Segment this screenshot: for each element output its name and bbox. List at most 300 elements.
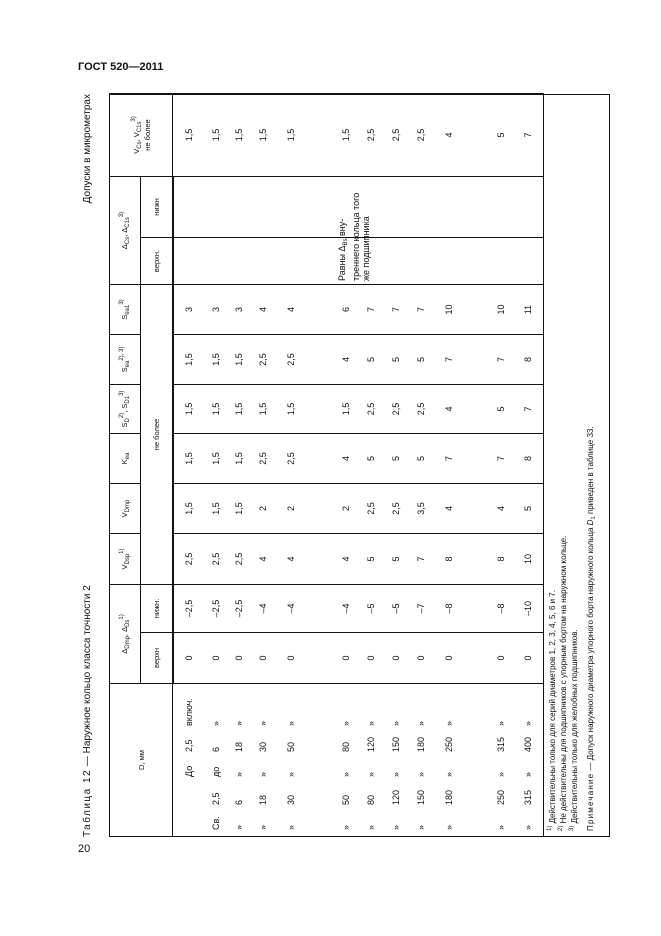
delta-c-upper-cell — [173, 238, 205, 285]
value-cell: 7 — [489, 335, 513, 385]
diameter-part: » — [415, 720, 426, 726]
value-cell: 1,5 — [173, 434, 205, 484]
hp: D1 — [125, 395, 131, 404]
value-cell: 11 — [513, 285, 544, 335]
empty-cell — [464, 177, 489, 238]
value-cell: 1,5 — [173, 335, 205, 385]
delta-c-upper-cell — [408, 238, 434, 285]
delta-c-upper-cell — [227, 238, 251, 285]
value-cell: 5 — [408, 434, 434, 484]
empty-cell — [464, 434, 489, 484]
hp: , Δ — [120, 227, 129, 237]
diameter-part: 120 — [390, 789, 401, 805]
hp: , Δ — [120, 626, 129, 637]
value-cell: 5 — [384, 335, 408, 385]
value-cell: 2 — [275, 484, 307, 534]
vcs-cell: 1,5 — [205, 94, 227, 177]
value-cell: 10 — [513, 534, 544, 585]
diameter-part: 400 — [522, 736, 533, 752]
hp: C1s — [125, 217, 131, 228]
table-row — [275, 94, 307, 837]
vcs-cell: 1,5 — [251, 94, 275, 177]
value-cell: –8 — [434, 585, 464, 633]
value-cell: 1,5 — [205, 434, 227, 484]
hp: Cs — [125, 236, 131, 245]
value-cell: 0 — [513, 633, 544, 684]
hp: Dmp — [124, 499, 131, 513]
diameter-part: » — [443, 720, 454, 726]
hp: 3) — [119, 390, 125, 396]
value-cell: –2,5 — [205, 585, 227, 633]
note-part: Равны — [337, 251, 347, 281]
diameter-part: » — [365, 720, 376, 726]
value-cell: 1,5 — [227, 385, 251, 434]
table-caption — [82, 585, 93, 837]
value-cell: 1,5 — [227, 335, 251, 385]
diameter-part: 250 — [495, 789, 506, 805]
value-cell: –4 — [251, 585, 275, 633]
value-cell: 5 — [489, 385, 513, 434]
value-cell: 7 — [408, 285, 434, 335]
diameter-cell — [513, 684, 544, 837]
footnote-text: Действительны только для желобных подшипников. — [570, 629, 580, 826]
value-cell: 3 — [173, 285, 205, 335]
diameter-part: 80 — [365, 794, 376, 805]
table-caption-label: Таблица 12 — [82, 768, 93, 837]
footnote-mark: 1) — [547, 825, 553, 831]
empty-cell — [464, 633, 489, 684]
note-part: вну- — [337, 218, 347, 239]
value-cell: 0 — [227, 633, 251, 684]
diameter-cell — [334, 684, 358, 837]
diameter-part: 50 — [340, 794, 351, 805]
value-cell: 5 — [384, 434, 408, 484]
delta-c-upper-cell — [513, 238, 544, 285]
vcs-cell: 2,5 — [408, 94, 434, 177]
value-cell: 4 — [251, 534, 275, 585]
units-note: Допуски в микрометрах — [82, 94, 93, 204]
value-cell: 5 — [358, 434, 384, 484]
diameter-part: » — [522, 771, 533, 777]
value-cell: 1,5 — [173, 385, 205, 434]
hp: Δ — [120, 244, 129, 250]
value-cell: 3 — [205, 285, 227, 335]
diameter-part: » — [390, 771, 401, 777]
value-cell: 1,5 — [205, 484, 227, 534]
diameter-part: До — [183, 765, 194, 777]
value-cell: 8 — [489, 534, 513, 585]
value-cell: 0 — [434, 633, 464, 684]
note-part: же подшипника — [361, 216, 371, 281]
empty-cell — [307, 633, 334, 684]
table-row — [513, 94, 544, 837]
table-row — [384, 94, 408, 837]
value-cell: –5 — [384, 585, 408, 633]
header-upper-c: верхн. — [141, 238, 173, 285]
value-cell: –5 — [358, 585, 384, 633]
hp: 3) — [130, 116, 137, 122]
delta-c-upper-cell — [384, 238, 408, 285]
footnote-text: Действительны только для серий диаметров 1, 2, 3, 4, 5, 6 и 7. — [548, 590, 557, 826]
header-lower: нижн. — [141, 585, 173, 633]
empty-cell — [307, 238, 334, 285]
value-cell: 4 — [434, 385, 464, 434]
value-cell: 7 — [489, 434, 513, 484]
delta-c-lower-cell — [489, 177, 513, 238]
value-cell: 5 — [384, 534, 408, 585]
table-row — [434, 94, 464, 837]
value-cell: 4 — [275, 534, 307, 585]
value-cell: 1,5 — [205, 335, 227, 385]
diameter-cell — [384, 684, 408, 837]
hp: D — [125, 418, 131, 423]
diameter-part: Св. — [210, 816, 221, 830]
diameter-part: 150 — [390, 736, 401, 752]
empty-cell — [307, 484, 334, 534]
value-cell: 8 — [513, 434, 544, 484]
empty-cell — [464, 285, 489, 335]
empty-cell — [307, 385, 334, 434]
delta-c-lower-cell — [434, 177, 464, 238]
value-cell: 0 — [251, 633, 275, 684]
note-part: треннего кольца того — [351, 192, 361, 281]
diameter-part: 50 — [285, 741, 296, 752]
delta-c-upper-cell — [489, 238, 513, 285]
hp: не более — [142, 119, 152, 151]
vcs-cell: 5 — [489, 94, 513, 177]
diameter-part: до — [210, 766, 221, 777]
hp: S — [120, 367, 129, 373]
header-d — [110, 684, 173, 837]
diameter-part: » — [415, 824, 426, 830]
footnotes — [546, 426, 598, 831]
vcs-cell: 2,5 — [358, 94, 384, 177]
hp: Cs — [136, 141, 143, 149]
note-part: Δ — [337, 245, 347, 252]
value-cell: 2,5 — [275, 434, 307, 484]
diameter-part: » — [365, 824, 376, 830]
hp: Dsp — [125, 553, 131, 565]
empty-cell — [464, 534, 489, 585]
header-kea — [110, 434, 141, 484]
standard-code: ГОСТ 520—2011 — [78, 61, 164, 73]
diameter-part: 80 — [340, 741, 351, 752]
delta-c-upper-cell — [434, 238, 464, 285]
value-cell: 1,5 — [227, 484, 251, 534]
footnote-mark: 3) — [569, 825, 576, 831]
empty-cell — [307, 177, 334, 238]
diameter-part: 18 — [257, 794, 268, 805]
header-vdmp — [110, 484, 141, 534]
delta-c-upper-cell — [205, 238, 227, 285]
value-cell: 2,5 — [251, 335, 275, 385]
value-cell: 2 — [251, 484, 275, 534]
empty-cell — [307, 285, 334, 335]
hp: 3) — [119, 299, 125, 305]
value-cell: 8 — [513, 335, 544, 385]
value-cell: 4 — [334, 534, 358, 585]
table-caption-text: — Наружное кольцо класса точности 2 — [82, 585, 93, 769]
header-d-label: D, мм — [136, 750, 146, 770]
diameter-part: » — [210, 720, 221, 726]
header-vcs — [110, 94, 173, 177]
header-upper: верхн — [141, 633, 173, 684]
diameter-part: » — [257, 824, 268, 830]
diameter-part: » — [390, 720, 401, 726]
empty-cell — [464, 94, 489, 177]
hp: Ds — [125, 619, 131, 627]
value-cell: 3,5 — [408, 484, 434, 534]
diameter-part: » — [340, 771, 351, 777]
value-cell: 0 — [384, 633, 408, 684]
hp: ea1 — [125, 304, 131, 315]
value-cell: 4 — [275, 285, 307, 335]
diameter-part: 120 — [365, 736, 376, 752]
value-cell: 2,5 — [251, 434, 275, 484]
rotated-table-area — [82, 94, 610, 837]
empty-cell — [464, 385, 489, 434]
header-delta-c — [110, 177, 141, 285]
value-cell: 5 — [513, 484, 544, 534]
value-cell: 3 — [227, 285, 251, 335]
delta-c-lower-cell — [251, 177, 275, 238]
hp: 3) — [119, 211, 125, 218]
tolerance-table — [109, 93, 544, 837]
value-cell: 0 — [205, 633, 227, 684]
diameter-part: 250 — [443, 736, 454, 752]
empty-cell — [464, 335, 489, 385]
value-cell: 2,5 — [408, 385, 434, 434]
diameter-part: » — [415, 771, 426, 777]
diameter-part: » — [285, 771, 296, 777]
empty-cell — [307, 534, 334, 585]
table-row — [227, 94, 251, 837]
value-cell: 1,5 — [205, 385, 227, 434]
diameter-part: 30 — [257, 741, 268, 752]
vcs-cell: 1,5 — [227, 94, 251, 177]
header-not-more: не более — [141, 285, 173, 585]
diameter-part: » — [340, 720, 351, 726]
diameter-part: » — [340, 824, 351, 830]
value-cell: 2 — [334, 484, 358, 534]
delta-c-lower-cell — [173, 177, 205, 238]
diameter-part: » — [522, 720, 533, 726]
value-cell: 4 — [334, 434, 358, 484]
hp: Δ — [120, 648, 129, 654]
table-note — [587, 426, 598, 831]
vcs-cell: 1,5 — [173, 94, 205, 177]
value-cell: 0 — [334, 633, 358, 684]
diameter-part: 18 — [233, 741, 244, 752]
diameter-part: » — [495, 824, 506, 830]
diameter-part: » — [390, 824, 401, 830]
hp: Dmp — [125, 636, 131, 649]
note-text: — Допуск наружного диаметра упорного борта наружного кольца — [585, 525, 595, 773]
value-cell: –10 — [513, 585, 544, 633]
value-cell: 7 — [384, 285, 408, 335]
diameter-part: » — [495, 771, 506, 777]
diameter-part: » — [365, 771, 376, 777]
diameter-part: 180 — [443, 789, 454, 805]
diameter-part: 180 — [415, 736, 426, 752]
value-cell: 7 — [358, 285, 384, 335]
value-cell: 5 — [408, 335, 434, 385]
header-delta-d — [110, 585, 141, 684]
diameter-part: » — [443, 771, 454, 777]
diameter-part: 315 — [495, 736, 506, 752]
empty-cell — [307, 585, 334, 633]
note-sub: 1 — [590, 516, 597, 520]
value-cell: 5 — [358, 534, 384, 585]
value-cell: 4 — [334, 335, 358, 385]
empty-cell — [464, 484, 489, 534]
header-lower-c: нижн — [141, 177, 173, 238]
delta-c-lower-cell — [513, 177, 544, 238]
footnote-text: Не действительны для подшипников с упорным бортом на наружном кольце. — [559, 535, 569, 826]
empty-cell — [307, 94, 334, 177]
footnote — [546, 426, 557, 831]
delta-c-upper-cell — [251, 238, 275, 285]
hp: V — [119, 512, 129, 518]
delta-c-lower-cell — [384, 177, 408, 238]
hp: S — [120, 422, 129, 428]
diameter-cell — [358, 684, 384, 837]
value-cell: –4 — [334, 585, 358, 633]
note-label: Примечание — [585, 772, 595, 831]
value-cell: 2,5 — [384, 385, 408, 434]
value-cell: 7 — [434, 434, 464, 484]
hp: , V — [131, 132, 141, 142]
value-cell: 7 — [513, 385, 544, 434]
empty-cell — [307, 684, 334, 837]
hp: 1) — [119, 614, 125, 620]
hp: V — [131, 148, 141, 154]
diameter-part: » — [495, 720, 506, 726]
table-row — [173, 94, 205, 837]
diameter-cell — [205, 684, 227, 837]
diameter-part: » — [257, 720, 268, 726]
delta-c-lower-cell — [408, 177, 434, 238]
diameter-part: » — [285, 720, 296, 726]
hp: K — [119, 459, 129, 465]
diameter-part: 30 — [285, 794, 296, 805]
vcs-cell: 4 — [434, 94, 464, 177]
value-cell: 2,5 — [205, 534, 227, 585]
hp: ea — [125, 360, 131, 368]
value-cell: 7 — [434, 335, 464, 385]
diameter-part: » — [443, 824, 454, 830]
hp: C1s — [136, 121, 143, 133]
diameter-part: » — [285, 824, 296, 830]
footnote — [568, 426, 579, 831]
value-cell: 8 — [434, 534, 464, 585]
footnote-mark: 2) — [558, 825, 565, 831]
header-vdsp — [110, 534, 141, 585]
diameter-part: 6 — [233, 799, 244, 805]
delta-c-upper-cell — [275, 238, 307, 285]
value-cell: –2,5 — [227, 585, 251, 633]
value-cell: –8 — [489, 585, 513, 633]
header-sea1 — [110, 285, 141, 335]
value-cell: 2,5 — [358, 484, 384, 534]
value-cell: 1,5 — [173, 484, 205, 534]
value-cell: 1,5 — [227, 434, 251, 484]
table-row — [205, 94, 227, 837]
hp: 1) — [119, 548, 125, 554]
empty-cell — [307, 434, 334, 484]
diameter-part: 2,5 — [210, 792, 221, 805]
merged-note-delta-c — [337, 193, 371, 281]
diameter-cell — [408, 684, 434, 837]
value-cell: 2,5 — [275, 335, 307, 385]
note-text: приведен в таблице 33. — [585, 426, 595, 517]
table-row — [408, 94, 434, 837]
value-cell: 5 — [358, 335, 384, 385]
value-cell: 6 — [334, 285, 358, 335]
delta-c-lower-cell — [275, 177, 307, 238]
empty-cell — [464, 238, 489, 285]
diameter-part: включ. — [183, 698, 194, 726]
value-cell: 1,5 — [275, 385, 307, 434]
vcs-cell: 7 — [513, 94, 544, 177]
diameter-part: » — [522, 824, 533, 830]
value-cell: 4 — [434, 484, 464, 534]
value-cell: 0 — [358, 633, 384, 684]
value-cell: 1,5 — [334, 385, 358, 434]
hp: ea — [124, 452, 131, 460]
empty-cell — [464, 585, 489, 633]
value-cell: 0 — [408, 633, 434, 684]
value-cell: 1,5 — [251, 385, 275, 434]
hp: 2), 3) — [119, 346, 125, 361]
diameter-part: 315 — [522, 789, 533, 805]
row-gap — [464, 94, 489, 837]
empty-cell — [464, 684, 489, 837]
page-number: 20 — [78, 843, 91, 855]
diameter-cell — [275, 684, 307, 837]
value-cell: –2,5 — [173, 585, 205, 633]
hp: V — [120, 564, 129, 570]
diameter-cell — [489, 684, 513, 837]
vcs-cell: 1,5 — [334, 94, 358, 177]
delta-c-lower-cell — [227, 177, 251, 238]
diameter-part: 2,5 — [183, 739, 194, 752]
value-cell: 2,5 — [384, 484, 408, 534]
value-cell: 0 — [173, 633, 205, 684]
value-cell: –4 — [275, 585, 307, 633]
diameter-part: 6 — [210, 746, 221, 752]
diameter-part: » — [233, 771, 244, 777]
header-sea — [110, 335, 141, 385]
value-cell: –7 — [408, 585, 434, 633]
value-cell: 2,5 — [227, 534, 251, 585]
value-cell: 10 — [489, 285, 513, 335]
value-cell: 10 — [434, 285, 464, 335]
note-symbol: D — [585, 519, 595, 526]
value-cell: 4 — [489, 484, 513, 534]
diameter-part: » — [233, 824, 244, 830]
value-cell: 0 — [275, 633, 307, 684]
vcs-cell: 1,5 — [275, 94, 307, 177]
value-cell: 4 — [251, 285, 275, 335]
table-row — [251, 94, 275, 837]
row-gap — [307, 94, 334, 837]
header-sd — [110, 385, 141, 434]
diameter-cell — [434, 684, 464, 837]
diameter-cell — [173, 684, 205, 837]
diameter-part: 150 — [415, 789, 426, 805]
diameter-part: » — [257, 771, 268, 777]
